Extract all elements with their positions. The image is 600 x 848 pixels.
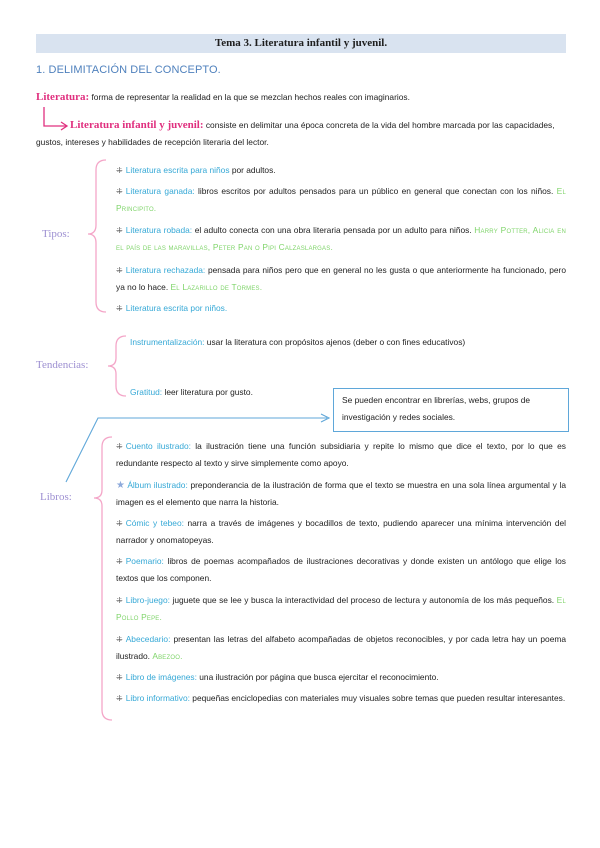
list-item: ★ Álbum ilustrado: preponderancia de la ilustración de forma que el texto se muestra en una sola línea argumental y la imagen es el elemento que narra la historia. [116,480,566,507]
star-icon: ★ [116,480,126,491]
term-lij: Literatura infantil y juvenil: [70,119,204,131]
bullet-icon: ⁜ [116,557,123,566]
list-item: Instrumentalización: usar la literatura con propósitos ajenos (deber o con fines educativos) [130,337,466,347]
list-item: ⁜ Poemario: libros de poemas acompañados de ilustraciones decorativas y donde existen un antólogo que elige los textos que los componen. [116,556,566,583]
list-item: ⁜ Cuento ilustrado: la ilustración tiene una función subsidiaria y repite lo mismo que dice el texto, por lo que es redundante respecto al texto y sirve simplemente como apoyo. [116,441,566,468]
list-item: ⁜ Literatura escrita por niños. [116,303,228,313]
definition-lij [36,117,576,151]
bullet-icon: ⁜ [116,304,123,313]
label-libros: Libros: [40,491,72,503]
page-title: Tema 3. Literatura infantil y juvenil. [36,34,566,53]
bullet-icon: ⁜ [116,442,123,451]
bullet-icon: ⁜ [116,694,123,703]
bullet-icon: ⁜ [116,635,123,644]
bullet-icon: ⁜ [116,266,123,275]
bullet-icon: ⁜ [116,166,123,175]
list-item: ⁜ Libro de imágenes: una ilustración por página que busca ejercitar el reconocimiento. [116,672,439,682]
list-item: ⁜ Libro informativo: pequeñas enciclopedias con materiales muy visuales sobre temas que pueden resultar interesantes. [116,693,566,703]
list-item: ⁜ Literatura rechazada: pensada para niños pero que en general no les gusta o que anteriormente ha funcionado, pero ya no lo hace. El Lazarillo de Tormes. [116,265,566,292]
bullet-icon: ⁜ [116,596,123,605]
list-item: Gratitud: leer literatura por gusto. [130,387,253,397]
label-tendencias: Tendencias: [36,359,89,371]
list-item: ⁜ Literatura escrita para niños por adultos. [116,165,276,175]
bullet-icon: ⁜ [116,673,123,682]
definition-lij-text: consiste en delimitar una época concreta de la vida del hombre marcada por las capacidades, gustos, intereses y habilidades de recepción literaria del lector. [36,120,555,147]
bullet-icon: ⁜ [116,519,123,528]
label-tipos: Tipos: [42,228,70,240]
list-item: ⁜ Literatura robada: el adulto conecta con una obra literaria pensada por un adulto para niños. Harry Potter, Alicia en el país de las maravillas, Peter Pan o Pipi Calzaslargas. [116,225,566,252]
list-item: ⁜ Libro-juego: juguete que se lee y busca la interactividad del proceso de lectura y autonomía de los más pequeños. El Pollo Pepe. [116,595,566,622]
section-heading: 1. DELIMITACIÓN DEL CONCEPTO. [36,64,221,76]
list-item: ⁜ Abecedario: presentan las letras del alfabeto acompañadas de objetos reconocibles, y por cada letra hay un poema ilustrado. Abezoo. [116,634,566,661]
bullet-icon: ⁜ [116,187,123,196]
list-item: ⁜ Literatura ganada: libros escritos por adultos pensados para un público en general que conectan con los niños. El Principito. [116,186,566,213]
bullet-icon: ⁜ [116,226,123,235]
term-literatura: Literatura: [36,91,90,103]
definition-literatura-text: forma de representar la realidad en la que se mezclan hechos reales con imaginarios. [89,92,410,102]
definition-literatura [36,89,576,106]
list-item: ⁜ Cómic y tebeo: narra a través de imágenes y bocadillos de texto, pudiendo aparecer una mínima intervención del narrador y onomatopeyas. [116,518,566,545]
callout-box: Se pueden encontrar en librerías, webs, grupos de investigación y redes sociales. [333,388,569,432]
